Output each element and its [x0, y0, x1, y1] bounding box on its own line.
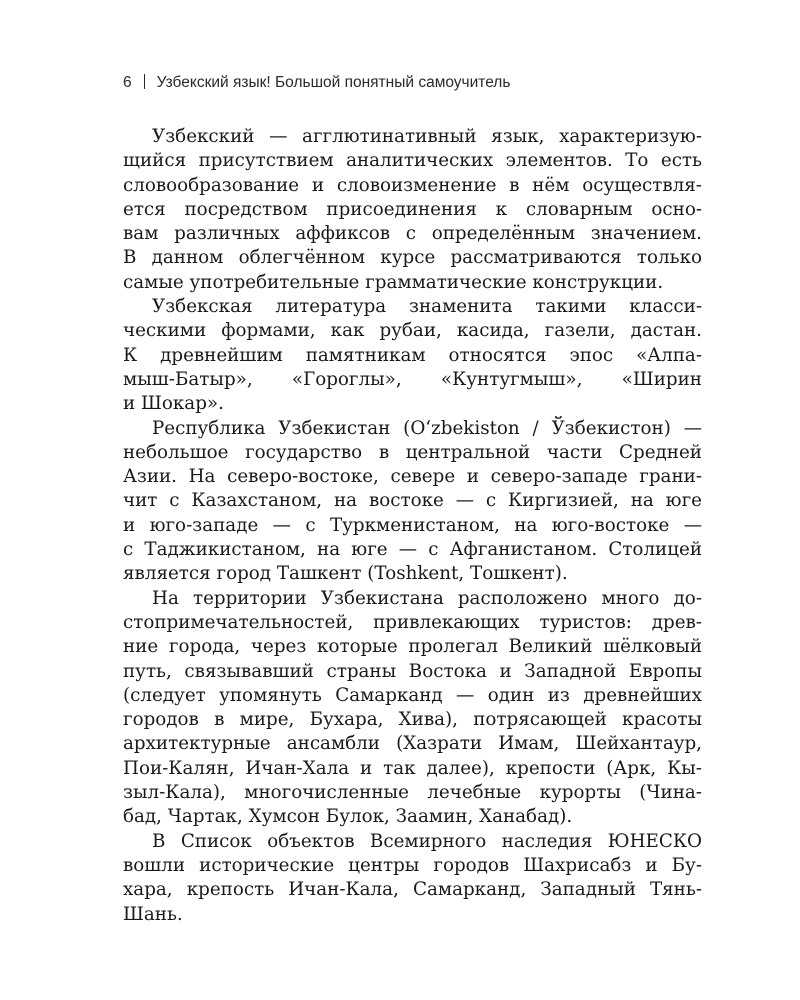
text-line: самые употребительные грамматические конструкции. [123, 271, 664, 293]
text-line: с Таджикистаном, на юге — с Афганистаном. Столицей [123, 539, 702, 561]
text-line: Узбекский — агглютинативный язык, характеризую- [152, 126, 702, 147]
text-line: зыл-Кала), многочисленные лечебные курорты (Чина- [123, 782, 702, 804]
text-line: Узбекская литература знаменита такими класси- [152, 296, 702, 318]
text-line: Шань. [123, 903, 183, 925]
text-line: является город Ташкент (Toshkent, Тошкент). [123, 563, 568, 585]
running-header [123, 74, 510, 92]
header-separator [144, 74, 145, 89]
text-line: вам различных аффиксов с определённым значением. [123, 223, 702, 245]
text-line: и Шокар». [123, 393, 224, 415]
paragraph [123, 295, 702, 416]
text-line: чит с Казахстаном, на востоке — с Киргизией, на юге [123, 490, 702, 512]
text-line: ческими формами, как рубаи, касида, газели, дастан. [123, 320, 702, 342]
text-line: небольшое государство в центральной части Средней [123, 441, 702, 463]
text-line: бад, Чартак, Хумсон Булок, Заамин, Ханабад). [123, 806, 573, 828]
text-line: На территории Узбекистана расположено много до- [152, 587, 702, 609]
text-line: ется посредством присоединения к словарным осно- [123, 198, 702, 220]
text-line: словообразование и словоизменение в нём осуществля- [123, 174, 702, 196]
text-line: стопримечательностей, привлекающих туристов: древ- [123, 611, 702, 633]
text-line: архитектурные ансамбли (Хазрати Имам, Шейхантаур, [123, 733, 702, 755]
text-line: вошли исторические центры городов Шахрисабз и Бу- [123, 854, 702, 876]
text-line: мыш-Батыр», «Гороглы», «Кунтугмыш», «Ширин [123, 368, 702, 390]
text-line: путь, связывавший страны Востока и Западной Европы [123, 660, 702, 682]
text-line: Республика Узбекистан (O‘zbekiston / Ўзбекистон) — [152, 417, 702, 439]
paragraph [123, 587, 702, 830]
paragraph [123, 830, 702, 927]
text-line: К древнейшим памятникам относятся эпос «Алпа- [123, 344, 702, 366]
text-line: щийся присутствием аналитических элементов. То есть [123, 150, 702, 172]
text-line: ние города, через которые пролегал Великий шёлковый [123, 636, 702, 658]
text-line: (следует упомянуть Самарканд — один из древнейших [123, 684, 702, 706]
text-line: В данном облегчённом курсе рассматриваются только [123, 247, 702, 269]
text-line: Пои-Калян, Ичан-Хала и так далее), крепости (Арк, Кы- [123, 757, 702, 779]
text-line: хара, крепость Ичан-Кала, Самарканд, Западный Тянь- [123, 879, 702, 901]
text-line: В Список объектов Всемирного наследия ЮНЕСКО [152, 830, 702, 852]
paragraph [123, 125, 702, 295]
page-number: 6 [123, 74, 132, 91]
text-line: и юго-западе — с Туркменистаном, на юго-востоке — [123, 514, 702, 536]
text-line: Азии. На северо-востоке, севере и северо-западе грани- [123, 466, 702, 488]
paragraph [123, 417, 702, 587]
text-line: городов в мире, Бухара, Хива), потрясающей красоты [123, 709, 702, 731]
running-title: Узбекский язык! Большой понятный самоучитель [156, 74, 511, 91]
body-text [123, 125, 702, 927]
